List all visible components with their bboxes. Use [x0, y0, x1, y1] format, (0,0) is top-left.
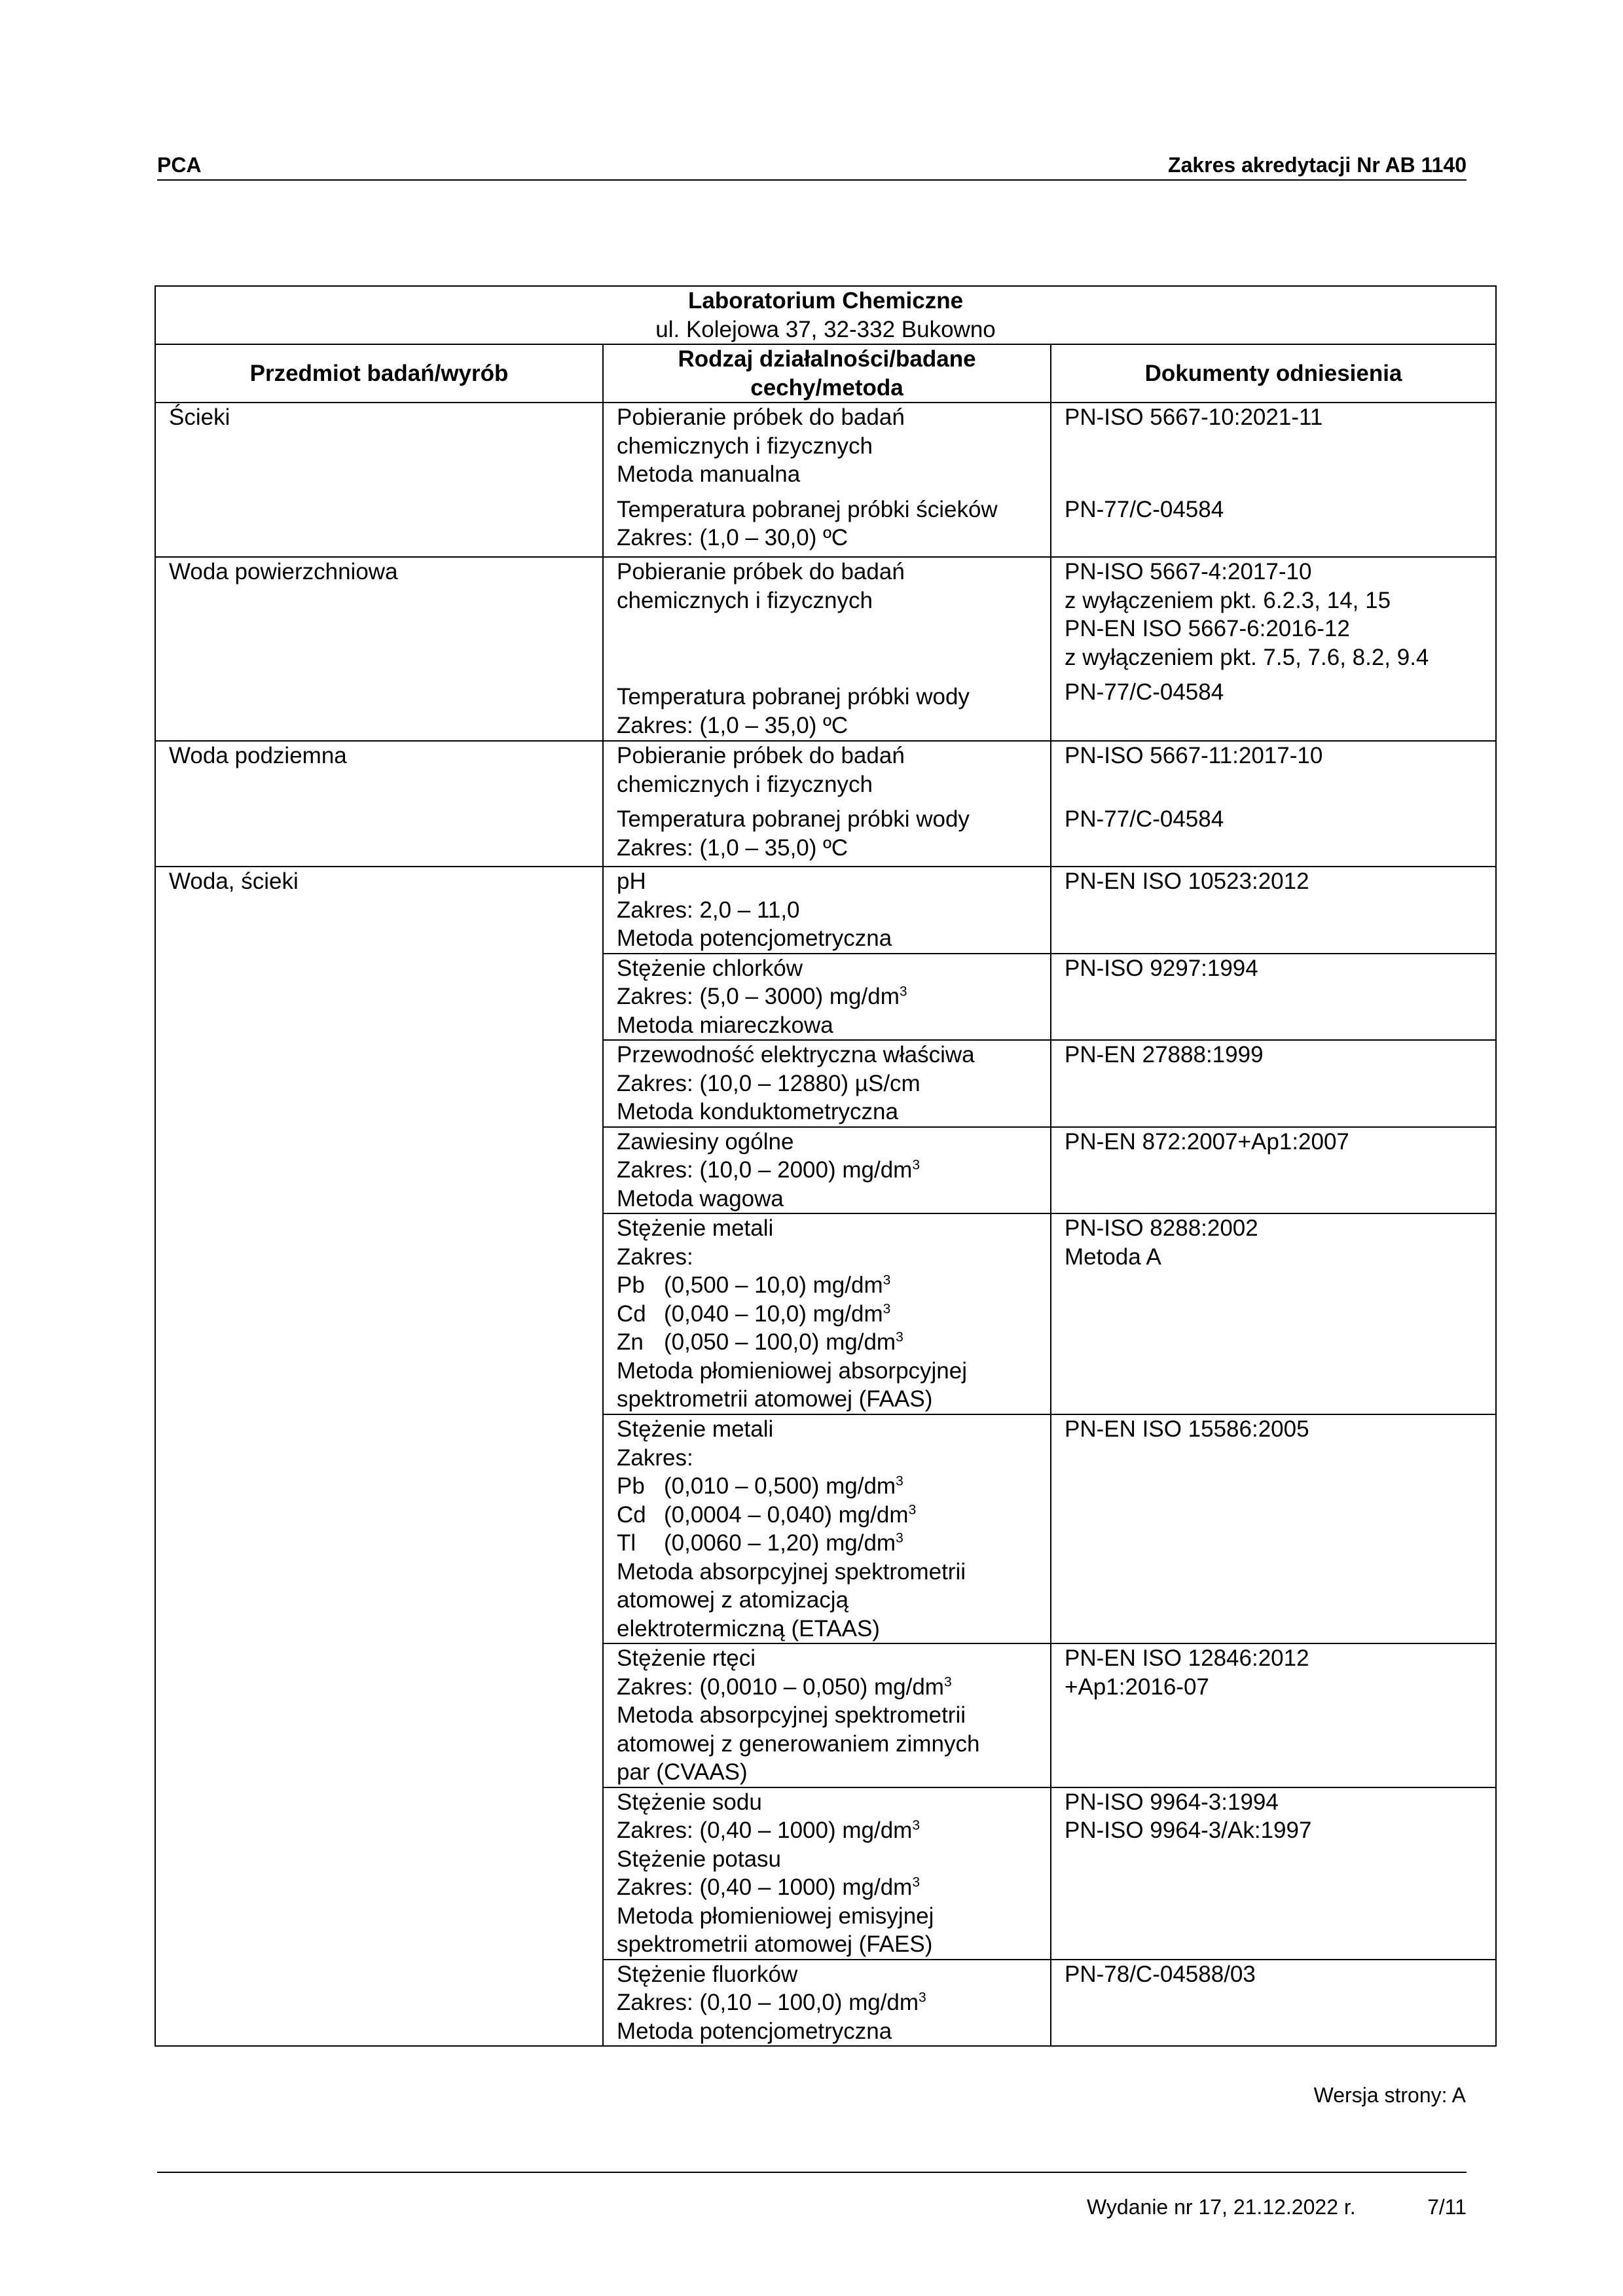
activity-cell: [603, 1787, 1051, 1960]
activity-line: atomowej z atomizacją: [617, 1587, 849, 1613]
element-symbol: Zn: [617, 1329, 644, 1355]
reference-line: PN-EN ISO 5667-6:2016-12: [1065, 616, 1350, 641]
activity-line: Metoda miareczkowa: [617, 1012, 833, 1038]
activity-cell: [603, 954, 1051, 1041]
range-text: Zakres: (5,0 – 3000) mg/dm: [617, 984, 900, 1009]
reference-line: PN-77/C-04584: [1065, 679, 1224, 705]
activity-line: Przewodność elektryczna właściwa: [617, 1042, 975, 1067]
superscript: 3: [883, 1272, 891, 1288]
activity-line: Zakres: (10,0 – 12880) µS/cm: [617, 1070, 921, 1096]
activity-line: pH: [617, 869, 646, 894]
footer-page-number: 7/11: [1427, 2195, 1467, 2219]
element-symbol: Pb: [617, 1272, 645, 1298]
table-row: [155, 557, 1496, 741]
activity-line: Zakres: 2,0 – 11,0: [617, 897, 800, 923]
activity-line: Zakres: (1,0 – 35,0) ºC: [617, 712, 848, 738]
superscript: 3: [896, 1530, 903, 1546]
range-text: Zakres: (0,10 – 100,0) mg/dm: [617, 1990, 919, 2015]
reference-line: z wyłączeniem pkt. 7.5, 7.6, 8.2, 9.4: [1065, 644, 1429, 670]
activity-line: Stężenie sodu: [617, 1789, 762, 1815]
superscript: 3: [912, 1874, 920, 1890]
page-footer: [157, 2172, 1467, 2219]
activity-line: [617, 1156, 1037, 1185]
reference-line: PN-ISO 8288:2002: [1065, 1215, 1258, 1241]
reference-line: PN-ISO 9297:1994: [1065, 955, 1258, 981]
superscript: 3: [943, 1674, 952, 1689]
reference-line: PN-78/C-04588/03: [1065, 1961, 1256, 1987]
activity-cell: [603, 1414, 1051, 1643]
column-header-activity-line1: Rodzaj działalności/badane: [678, 346, 976, 372]
page-version: Wersja strony: A: [1313, 2083, 1466, 2107]
column-header-activity: [603, 344, 1051, 403]
activity-line: [617, 982, 1037, 1011]
range-text: (0,040 – 10,0) mg/dm: [664, 1300, 883, 1327]
activity-line: [617, 1673, 1037, 1702]
column-header-reference: Dokumenty odniesienia: [1051, 344, 1496, 403]
accreditation-table: [155, 285, 1497, 2047]
reference-line: PN-EN ISO 10523:2012: [1065, 869, 1309, 894]
activity-line: [617, 1873, 1037, 1902]
reference-line: +Ap1:2016-07: [1065, 1674, 1209, 1700]
activity-line: chemicznych i fizycznych: [617, 433, 873, 459]
activity-line: Stężenie metali: [617, 1215, 774, 1241]
reference-line: PN-ISO 5667-10:2021-11: [1065, 404, 1323, 430]
table-row: [155, 867, 1496, 954]
activity-line: chemicznych i fizycznych: [617, 771, 873, 797]
column-header-activity-line2: cechy/metoda: [750, 374, 903, 401]
reference-line: Metoda A: [1065, 1244, 1161, 1270]
metal-range-line: [617, 1328, 1037, 1357]
activity-cell: [603, 557, 1051, 741]
metal-range-line: [617, 1271, 1037, 1300]
metal-range-line: [617, 1472, 1037, 1501]
range-text: (0,010 – 0,500) mg/dm: [664, 1473, 896, 1499]
activity-line: par (CVAAS): [617, 1759, 748, 1785]
activity-line: spektrometrii atomowej (FAES): [617, 1931, 933, 1957]
reference-cell: [1051, 403, 1496, 557]
reference-line: PN-77/C-04584: [1065, 496, 1224, 522]
range-text: Zakres: (0,40 – 1000) mg/dm: [617, 1874, 913, 1900]
superscript: 3: [919, 1990, 926, 2005]
table-title-row: [155, 286, 1496, 344]
superscript: 3: [912, 1157, 920, 1173]
header-org: PCA: [157, 153, 202, 177]
activity-line: chemicznych i fizycznych: [617, 587, 873, 613]
activity-line: Metoda konduktometryczna: [617, 1099, 898, 1124]
reference-line: PN-ISO 5667-4:2017-10: [1065, 559, 1312, 584]
activity-line: Pobieranie próbek do badań: [617, 559, 905, 584]
superscript: 3: [908, 1501, 917, 1517]
activity-cell: [603, 1960, 1051, 2047]
activity-line: Zakres: (1,0 – 30,0) ºC: [617, 525, 848, 550]
activity-line: [617, 1816, 1037, 1845]
subject-cell: Woda powierzchniowa: [155, 557, 603, 741]
header-accreditation: Zakres akredytacji Nr AB 1140: [1168, 153, 1467, 177]
activity-cell: [603, 741, 1051, 867]
superscript: 3: [883, 1300, 891, 1316]
table-header-row: [155, 344, 1496, 403]
superscript: 3: [896, 1329, 903, 1345]
activity-cell: [603, 1213, 1051, 1414]
activity-cell: [603, 1643, 1051, 1787]
activity-line: Stężenie fluorków: [617, 1961, 798, 1987]
reference-cell: [1051, 557, 1496, 741]
activity-line: Temperatura pobranej próbki wody: [617, 806, 970, 832]
reference-cell: [1051, 954, 1496, 1041]
activity-line: Stężenie potasu: [617, 1846, 782, 1872]
reference-cell: [1051, 1040, 1496, 1127]
metal-range-line: [617, 1300, 1037, 1329]
lab-name: Laboratorium Chemiczne: [687, 288, 964, 314]
activity-cell: [603, 1127, 1051, 1214]
activity-line: Metoda potencjometryczna: [617, 925, 892, 951]
activity-line: Zawiesiny ogólne: [617, 1128, 794, 1155]
reference-line: PN-ISO 9964-3/Ak:1997: [1065, 1818, 1312, 1843]
activity-cell: [603, 867, 1051, 954]
range-text: (0,500 – 10,0) mg/dm: [664, 1272, 883, 1298]
range-text: Zakres: (10,0 – 2000) mg/dm: [617, 1157, 913, 1183]
superscript: 3: [912, 1818, 920, 1833]
range-text: (0,0004 – 0,040) mg/dm: [664, 1501, 909, 1528]
activity-line: atomowej z generowaniem zimnych: [617, 1731, 980, 1757]
activity-line: Metoda potencjometryczna: [617, 2018, 892, 2044]
reference-cell: [1051, 1787, 1496, 1960]
activity-line: Stężenie chlorków: [617, 955, 803, 981]
element-symbol: Tl: [617, 1530, 636, 1556]
column-header-subject: Przedmiot badań/wyrób: [155, 344, 603, 403]
table-row: [155, 741, 1496, 867]
table-row: [155, 403, 1496, 557]
reference-cell: [1051, 1213, 1496, 1414]
reference-cell: [1051, 741, 1496, 867]
range-text: (0,0060 – 1,20) mg/dm: [664, 1530, 896, 1556]
range-text: Zakres: (0,40 – 1000) mg/dm: [617, 1818, 913, 1843]
activity-line: Zakres: (1,0 – 35,0) ºC: [617, 834, 848, 861]
range-text: Zakres: (0,0010 – 0,050) mg/dm: [617, 1674, 944, 1700]
activity-line: Metoda manualna: [617, 461, 801, 487]
footer-edition: Wydanie nr 17, 21.12.2022 r.: [1087, 2195, 1356, 2219]
reference-line: PN-EN ISO 12846:2012: [1065, 1645, 1309, 1671]
reference-cell: [1051, 1414, 1496, 1643]
activity-line: Zakres:: [617, 1444, 693, 1471]
activity-line: [617, 1988, 1037, 2017]
reference-line: PN-77/C-04584: [1065, 806, 1224, 832]
lab-title-cell: [155, 286, 1496, 344]
metal-range-line: [617, 1529, 1037, 1558]
activity-line: Metoda absorpcyjnej spektrometrii: [617, 1702, 966, 1728]
reference-line: PN-ISO 5667-11:2017-10: [1065, 743, 1323, 768]
activity-line: Pobieranie próbek do badań: [617, 404, 905, 430]
reference-line: z wyłączeniem pkt. 6.2.3, 14, 15: [1065, 587, 1391, 613]
reference-line: PN-EN 872:2007+Ap1:2007: [1065, 1128, 1349, 1155]
reference-cell: [1051, 1643, 1496, 1787]
activity-line: Pobieranie próbek do badań: [617, 743, 905, 768]
activity-cell: [603, 1040, 1051, 1127]
superscript: 3: [899, 984, 907, 999]
activity-line: Zakres:: [617, 1244, 693, 1270]
reference-line: PN-ISO 9964-3:1994: [1065, 1789, 1279, 1815]
page-header: [157, 153, 1467, 181]
reference-line: PN-EN 27888:1999: [1065, 1042, 1264, 1067]
activity-line: Metoda absorpcyjnej spektrometrii: [617, 1558, 966, 1585]
activity-cell: [603, 403, 1051, 557]
metal-range-line: [617, 1501, 1037, 1530]
activity-line: spektrometrii atomowej (FAAS): [617, 1386, 933, 1412]
activity-line: Stężenie metali: [617, 1416, 774, 1442]
activity-line: Temperatura pobranej próbki wody: [617, 684, 970, 709]
element-symbol: Cd: [617, 1300, 646, 1327]
activity-line: elektrotermiczną (ETAAS): [617, 1615, 880, 1641]
activity-line: Metoda płomieniowej emisyjnej: [617, 1903, 934, 1929]
activity-line: Metoda płomieniowej absorpcyjnej: [617, 1357, 968, 1384]
reference-cell: [1051, 867, 1496, 954]
activity-line: Temperatura pobranej próbki ścieków: [617, 496, 998, 522]
subject-cell: Woda podziemna: [155, 741, 603, 867]
range-text: (0,050 – 100,0) mg/dm: [664, 1329, 896, 1355]
activity-line: Metoda wagowa: [617, 1185, 784, 1211]
element-symbol: Pb: [617, 1473, 645, 1499]
subject-cell: Ścieki: [155, 403, 603, 557]
element-symbol: Cd: [617, 1501, 646, 1528]
activity-line: Stężenie rtęci: [617, 1645, 756, 1671]
superscript: 3: [896, 1473, 903, 1489]
lab-address: ul. Kolejowa 37, 32-332 Bukowno: [655, 316, 996, 342]
subject-cell: Woda, ścieki: [155, 867, 603, 2046]
reference-line: PN-EN ISO 15586:2005: [1065, 1416, 1309, 1442]
reference-cell: [1051, 1960, 1496, 2047]
reference-cell: [1051, 1127, 1496, 1214]
